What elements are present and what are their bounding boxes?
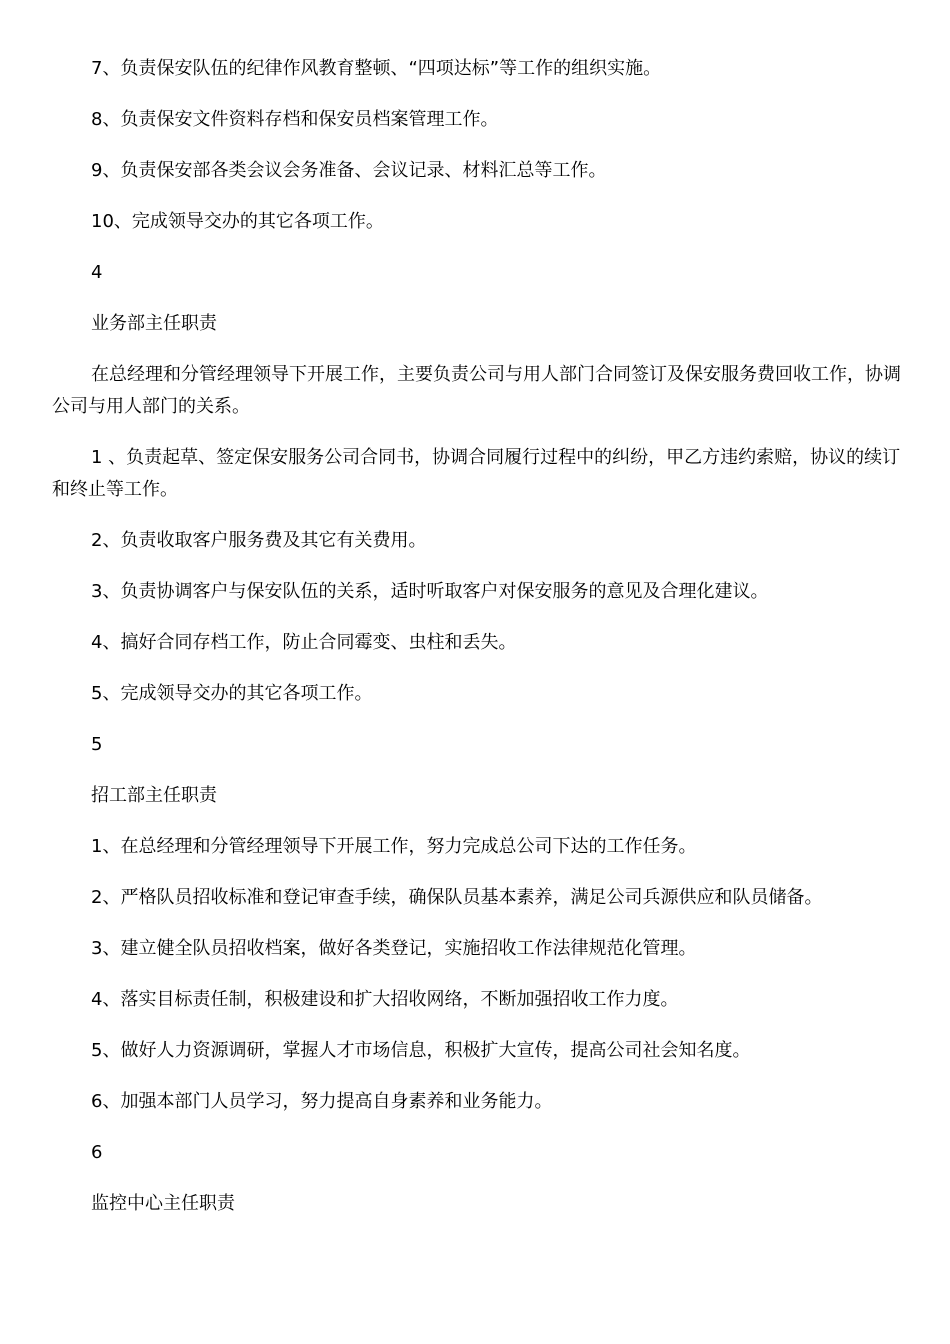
business-duty-4: 4、搞好合同存档工作，防止合同霉变、虫柱和丢失。 xyxy=(91,632,517,653)
business-duty-3: 3、负责协调客户与保安队伍的关系，适时听取客户对保安服务的意见及合理化建议。 xyxy=(91,581,769,602)
recruitment-duty-1: 1、在总经理和分管经理领导下开展工作，努力完成总公司下达的工作任务。 xyxy=(91,836,697,857)
business-duty-1: 1 、负责起草、签定保安服务公司合同书，协调合同履行过程中的纠纷，甲乙方违约索赔，协议的续订和终止等工作。 xyxy=(52,447,901,500)
duty-item-10: 10、完成领导交办的其它各项工作。 xyxy=(91,211,384,232)
section-number-4: 4 xyxy=(91,262,103,283)
recruitment-duty-2: 2、严格队员招收标准和登记审查手续，确保队员基本素养，满足公司兵源供应和队员储备。 xyxy=(91,887,823,908)
duty-item-9: 9、负责保安部各类会议会务准备、会议记录、材料汇总等工作。 xyxy=(91,160,607,181)
section-heading-recruitment: 招工部主任职责 xyxy=(91,785,217,806)
business-duty-5: 5、完成领导交办的其它各项工作。 xyxy=(91,683,373,704)
business-duty-2: 2、负责收取客户服务费及其它有关费用。 xyxy=(91,530,427,551)
duty-item-7: 7、负责保安队伍的纪律作风教育整顿、“四项达标”等工作的组织实施。 xyxy=(91,58,662,79)
business-intro-paragraph: 在总经理和分管经理领导下开展工作，主要负责公司与用人部门合同签订及保安服务费回收工作，协调公司与用人部门的关系。 xyxy=(52,364,901,417)
section-number-5: 5 xyxy=(91,734,103,755)
recruitment-duty-4: 4、落实目标责任制，积极建设和扩大招收网络，不断加强招收工作力度。 xyxy=(91,989,679,1010)
recruitment-duty-6: 6、加强本部门人员学习，努力提高自身素养和业务能力。 xyxy=(91,1091,553,1112)
duty-item-8: 8、负责保安文件资料存档和保安员档案管理工作。 xyxy=(91,109,499,130)
recruitment-duty-3: 3、建立健全队员招收档案，做好各类登记，实施招收工作法律规范化管理。 xyxy=(91,938,697,959)
section-heading-business: 业务部主任职责 xyxy=(91,313,217,334)
recruitment-duty-5: 5、做好人力资源调研，掌握人才市场信息，积极扩大宣传，提高公司社会知名度。 xyxy=(91,1040,751,1061)
section-heading-monitoring: 监控中心主任职责 xyxy=(91,1193,235,1214)
section-number-6: 6 xyxy=(91,1142,103,1163)
